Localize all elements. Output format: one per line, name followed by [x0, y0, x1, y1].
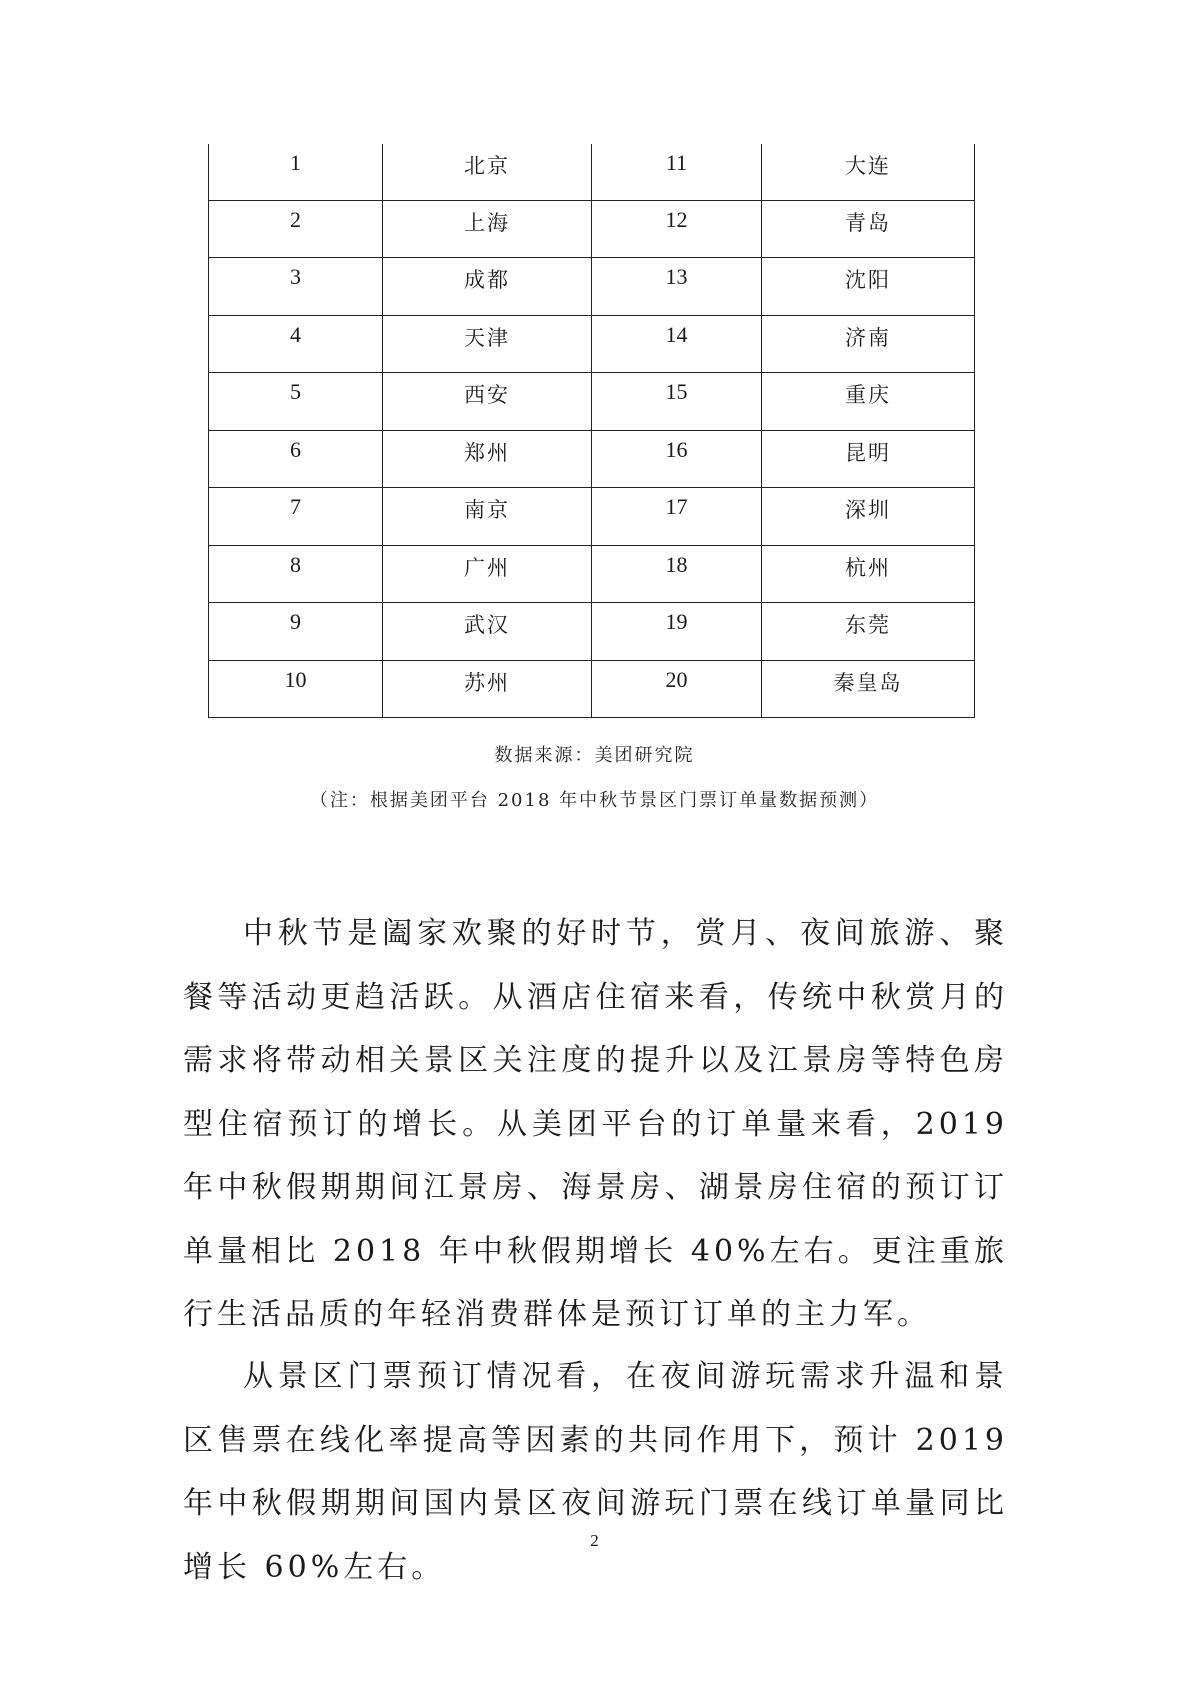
rank-cell: 15 — [592, 373, 762, 431]
rank-cell: 17 — [592, 488, 762, 546]
rank-cell: 10 — [209, 660, 383, 718]
body-paragraph-hotel: 中秋节是阖家欢聚的好时节，赏月、夜间旅游、聚餐等活动更趋活跃。从酒店住宿来看，传统中秋赏月的需求将带动相关景区关注度的提升以及江景房等特色房型住宿预订的增长。从美团平台的订单量来看，2019 年中秋假期期间江景房、海景房、湖景房住宿的预订订单量相比 2018 年中秋假期增长 40%左右。更注重旅行生活品质的年轻消费群体是预订订单的主力军。 — [183, 916, 1008, 1332]
rank-cell: 16 — [592, 430, 762, 488]
city-cell: 北京 — [383, 144, 592, 200]
city-cell: 广州 — [383, 545, 592, 603]
rank-cell: 13 — [592, 258, 762, 316]
city-cell: 苏州 — [383, 660, 592, 718]
table-row — [209, 144, 975, 200]
city-cell: 西安 — [383, 373, 592, 431]
city-ranking-table — [208, 144, 975, 718]
rank-cell: 1 — [209, 144, 383, 200]
city-cell: 深圳 — [762, 488, 975, 546]
rank-cell: 12 — [592, 200, 762, 258]
rank-cell: 9 — [209, 603, 383, 661]
city-cell: 天津 — [383, 315, 592, 373]
data-source-caption: 数据来源：美团研究院 — [494, 745, 695, 766]
rank-cell: 11 — [592, 144, 762, 200]
page-number: 2 — [590, 1531, 599, 1550]
rank-cell: 14 — [592, 315, 762, 373]
city-cell: 东莞 — [762, 603, 975, 661]
city-cell: 大连 — [762, 144, 975, 200]
city-cell: 昆明 — [762, 430, 975, 488]
city-cell: 上海 — [383, 200, 592, 258]
rank-cell: 3 — [209, 258, 383, 316]
city-cell: 杭州 — [762, 545, 975, 603]
city-cell: 南京 — [383, 488, 592, 546]
table-row — [209, 603, 975, 661]
table-row — [209, 373, 975, 431]
table-row — [209, 488, 975, 546]
rank-cell: 19 — [592, 603, 762, 661]
table-row — [209, 200, 975, 258]
city-cell: 济南 — [762, 315, 975, 373]
rank-cell: 2 — [209, 200, 383, 258]
city-cell: 武汉 — [383, 603, 592, 661]
rank-cell: 5 — [209, 373, 383, 431]
city-cell: 重庆 — [762, 373, 975, 431]
city-cell: 秦皇岛 — [762, 660, 975, 718]
table-row — [209, 660, 975, 718]
body-paragraph-tickets: 从景区门票预订情况看，在夜间游玩需求升温和景区售票在线化率提高等因素的共同作用下，预计 2019 年中秋假期期间国内景区夜间游玩门票在线订单量同比增长 60%左右。 — [183, 1359, 1008, 1585]
table-note-caption: （注：根据美团平台 2018 年中秋节景区门票订单量数据预测） — [309, 790, 880, 811]
rank-cell: 20 — [592, 660, 762, 718]
rank-cell: 8 — [209, 545, 383, 603]
table-row — [209, 430, 975, 488]
city-cell: 郑州 — [383, 430, 592, 488]
city-cell: 沈阳 — [762, 258, 975, 316]
rank-cell: 4 — [209, 315, 383, 373]
table-row — [209, 258, 975, 316]
table-row — [209, 545, 975, 603]
city-cell: 成都 — [383, 258, 592, 316]
rank-cell: 6 — [209, 430, 383, 488]
city-cell: 青岛 — [762, 200, 975, 258]
rank-cell: 18 — [592, 545, 762, 603]
rank-cell: 7 — [209, 488, 383, 546]
table-row — [209, 315, 975, 373]
